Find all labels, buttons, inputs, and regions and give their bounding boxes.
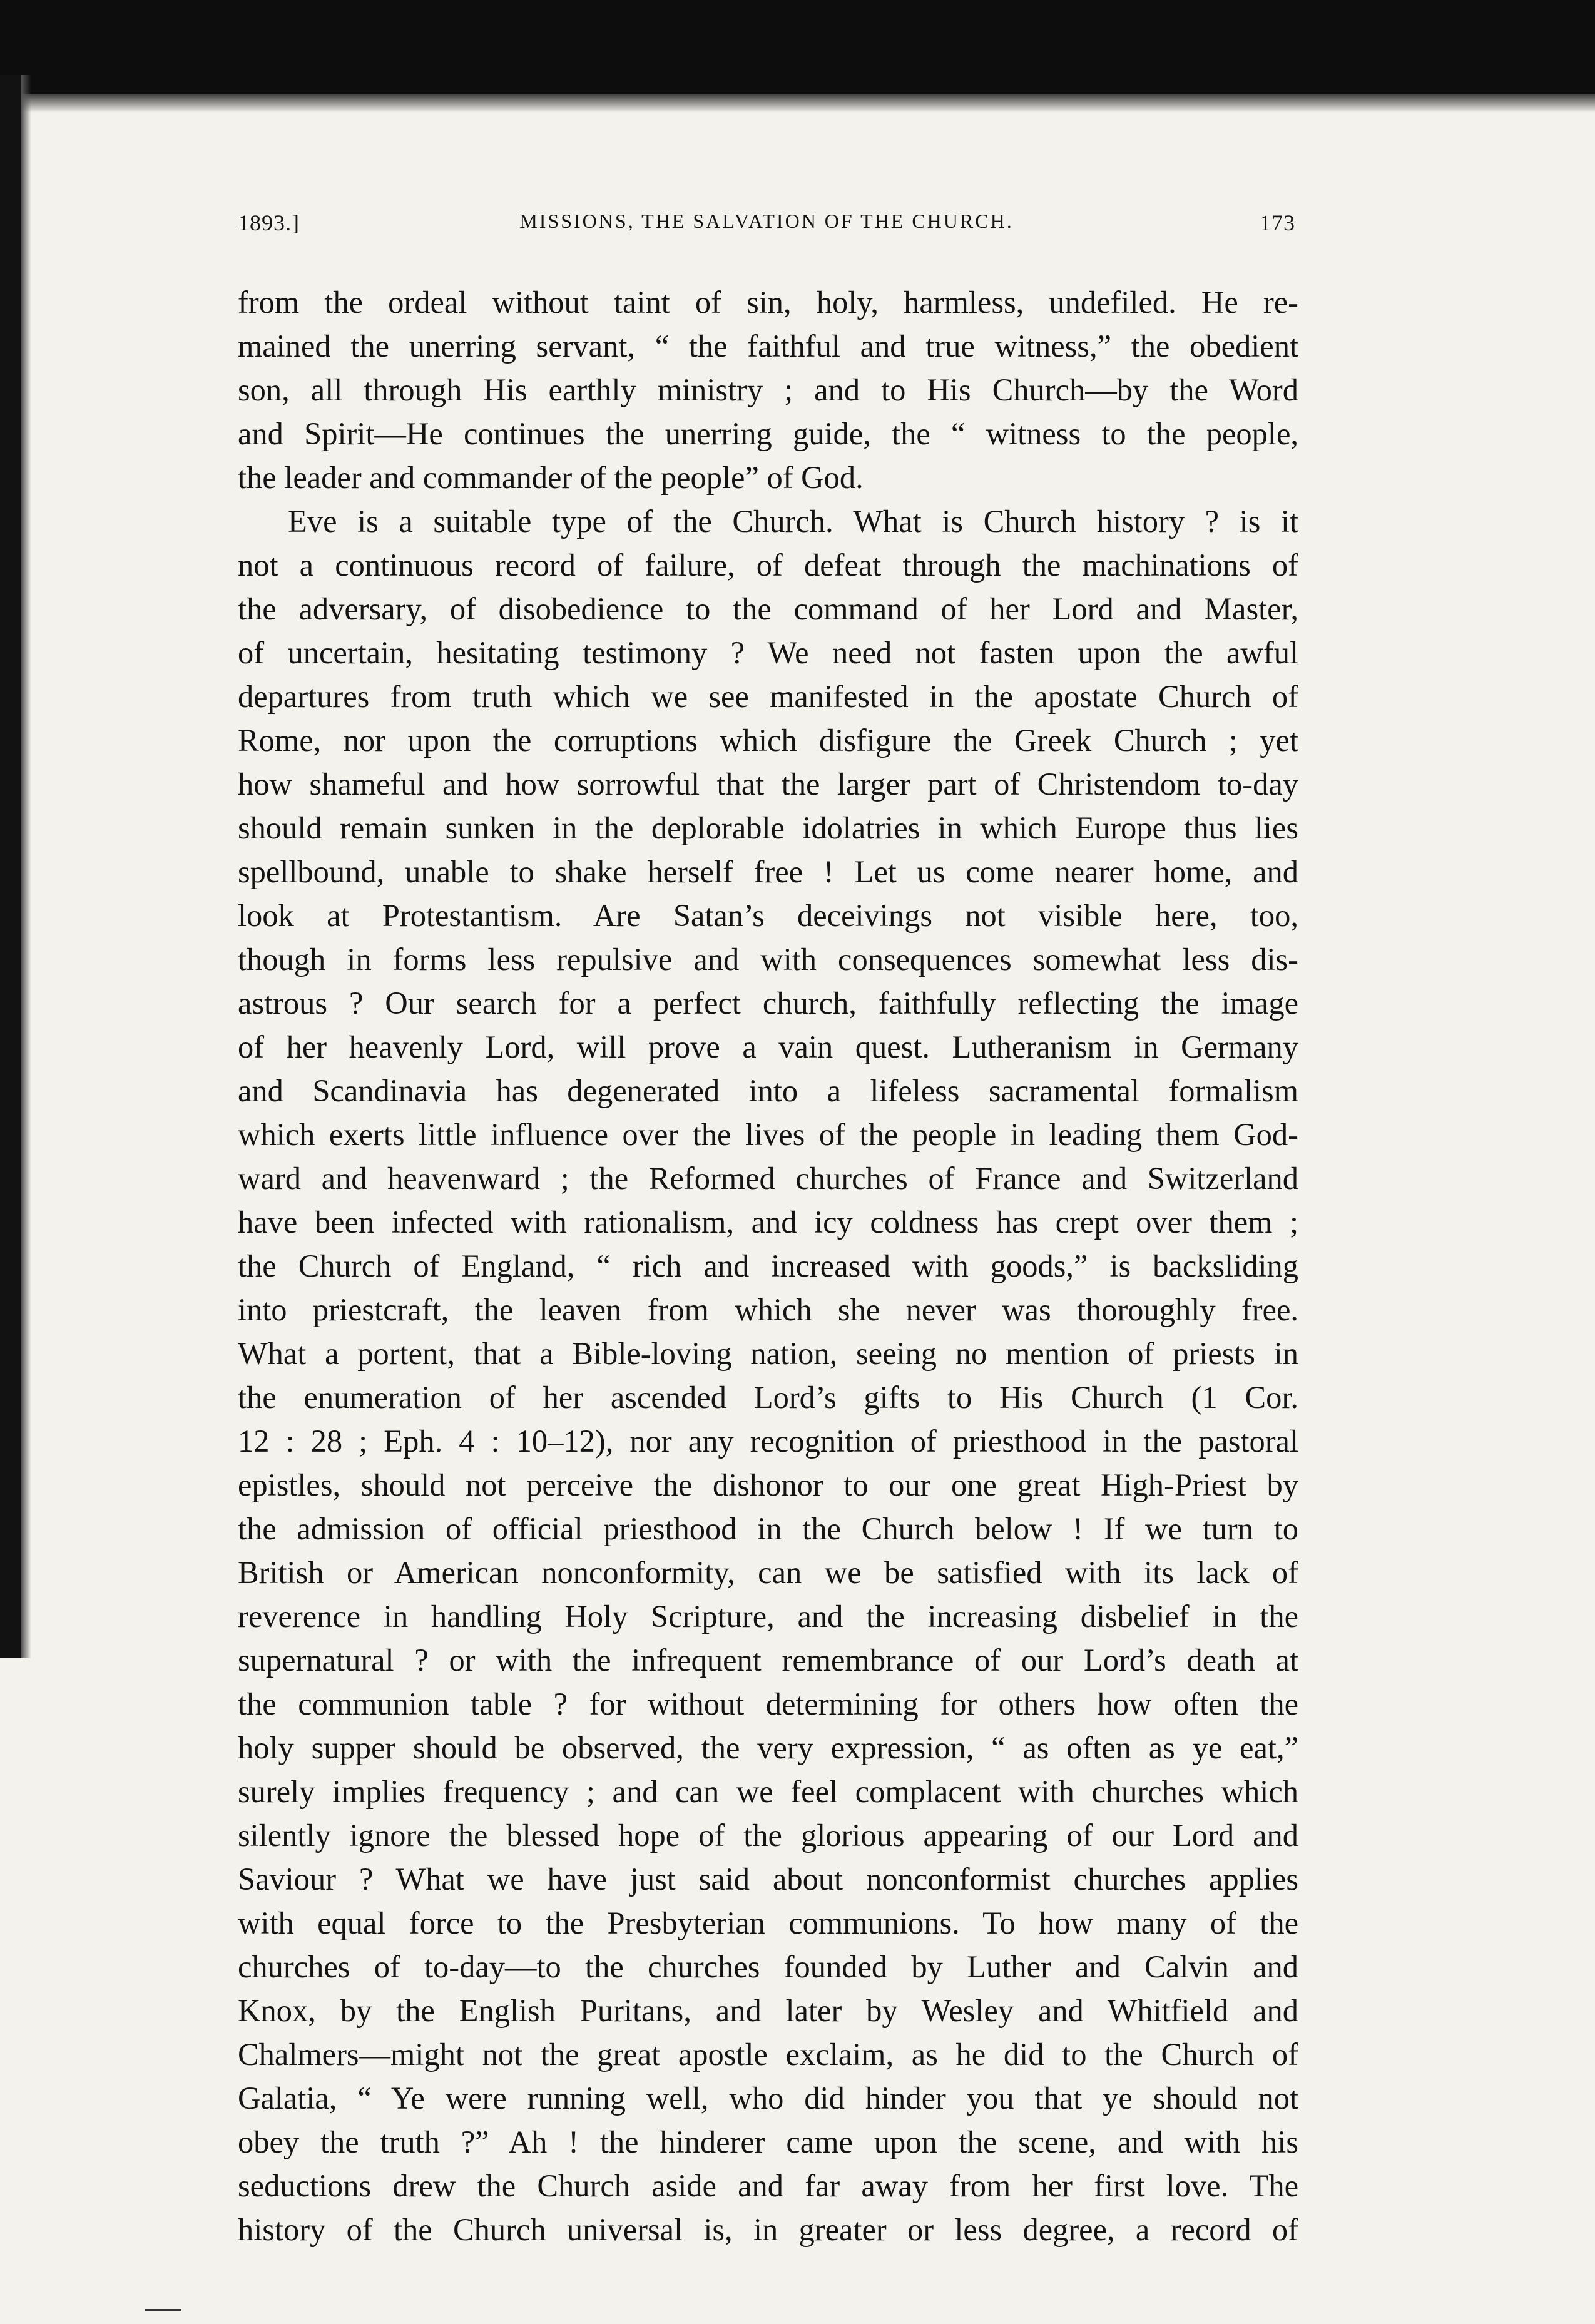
text-line: supernatural ? or with the infrequent remembrance of our Lord’s death at: [238, 1643, 1298, 1678]
text-line: What a portent, that a Bible-loving nation, seeing no mention of priests in: [238, 1336, 1298, 1371]
text-line: Chalmers—might not the great apostle exclaim, as he did to the Church of: [238, 2037, 1298, 2072]
text-line: seductions drew the Church aside and far away from her first love. The: [238, 2168, 1298, 2203]
text-line: 12 : 28 ; Eph. 4 : 10–12), nor any recognition of priesthood in the pastoral: [238, 1424, 1298, 1459]
text-line: history of the Church universal is, in greater or less degree, a record of: [238, 2212, 1298, 2247]
text-line: reverence in handling Holy Scripture, and the increasing disbelief in the: [238, 1599, 1298, 1634]
text-line: the leader and commander of the people” of God.: [238, 460, 864, 495]
text-line: the adversary, of disobedience to the command of her Lord and Master,: [238, 591, 1298, 626]
text-line: mained the unerring servant, “ the faithful and true witness,” the obedient: [238, 329, 1298, 364]
text-line: which exerts little influence over the lives of the people in leading them God-: [238, 1117, 1298, 1152]
scan-left-border: [0, 75, 21, 1658]
text-line: spellbound, unable to shake herself free ! Let us come nearer home, and: [238, 854, 1298, 889]
text-line: how shameful and how sorrowful that the larger part of Christendom to-day: [238, 767, 1298, 802]
text-line: though in forms less repulsive and with consequences somewhat less dis-: [238, 942, 1298, 977]
scan-left-shadow: [21, 75, 31, 1658]
scan-bottom-mark: [145, 2309, 181, 2311]
scan-top-shadow: [0, 94, 1595, 113]
text-line: into priestcraft, the leaven from which she never was thoroughly free.: [238, 1292, 1298, 1327]
text-line: ward and heavenward ; the Reformed churches of France and Switzerland: [238, 1161, 1298, 1196]
text-line: the communion table ? for without determining for others how often the: [238, 1686, 1298, 1721]
page-number: 173: [1260, 210, 1295, 235]
text-line: son, all through His earthly ministry ; and to His Church—by the Word: [238, 372, 1298, 407]
text-line: the admission of official priesthood in the Church below ! If we turn to: [238, 1511, 1298, 1546]
text-line: Rome, nor upon the corruptions which disfigure the Greek Church ; yet: [238, 723, 1298, 758]
header-title: MISSIONS, THE SALVATION OF THE CHURCH.: [519, 210, 1014, 232]
text-line: from the ordeal without taint of sin, holy, harmless, undefiled. He re-: [238, 285, 1298, 320]
text-line: astrous ? Our search for a perfect church, faithfully reflecting the image: [238, 986, 1298, 1021]
text-line: and Spirit—He continues the unerring guide, the “ witness to the people,: [238, 416, 1298, 451]
scan-top-border: [0, 0, 1595, 94]
header-date: 1893.]: [238, 210, 300, 235]
text-line: and Scandinavia has degenerated into a lifeless sacramental formalism: [238, 1073, 1298, 1108]
text-line: holy supper should be observed, the very expression, “ as often as ye eat,”: [238, 1730, 1298, 1765]
article-body: [238, 280, 1298, 2251]
text-line: the enumeration of her ascended Lord’s gifts to His Church (1 Cor.: [238, 1380, 1298, 1415]
text-line: have been infected with rationalism, and icy coldness has crept over them ;: [238, 1205, 1298, 1240]
text-line: Eve is a suitable type of the Church. What is Church history ? is it: [288, 504, 1298, 539]
text-line: the Church of England, “ rich and increased with goods,” is backsliding: [238, 1248, 1298, 1283]
text-line: of her heavenly Lord, will prove a vain quest. Lutheranism in Germany: [238, 1029, 1298, 1064]
text-line: Saviour ? What we have just said about nonconformist churches applies: [238, 1862, 1298, 1897]
text-line: epistles, should not perceive the dishonor to our one great High-Priest by: [238, 1467, 1298, 1502]
text-line: not a continuous record of failure, of defeat through the machinations of: [238, 548, 1298, 583]
text-line: British or American nonconformity, can we be satisfied with its lack of: [238, 1555, 1298, 1590]
text-line: Knox, by the English Puritans, and later by Wesley and Whitfield and: [238, 1993, 1298, 2028]
text-line: surely implies frequency ; and can we feel complacent with churches which: [238, 1774, 1298, 1809]
text-line: departures from truth which we see manifested in the apostate Church of: [238, 679, 1298, 714]
text-line: obey the truth ?” Ah ! the hinderer came upon the scene, and with his: [238, 2124, 1298, 2159]
text-line: with equal force to the Presbyterian communions. To how many of the: [238, 1905, 1298, 1940]
text-line: Galatia, “ Ye were running well, who did hinder you that ye should not: [238, 2081, 1298, 2116]
text-line: should remain sunken in the deplorable idolatries in which Europe thus lies: [238, 810, 1298, 845]
text-line: look at Protestantism. Are Satan’s deceivings not visible here, too,: [238, 898, 1298, 933]
text-line: silently ignore the blessed hope of the glorious appearing of our Lord and: [238, 1818, 1298, 1853]
text-line: churches of to-day—to the churches founded by Luther and Calvin and: [238, 1949, 1298, 1984]
running-header: [238, 210, 1295, 247]
text-line: of uncertain, hesitating testimony ? We need not fasten upon the awful: [238, 635, 1298, 670]
